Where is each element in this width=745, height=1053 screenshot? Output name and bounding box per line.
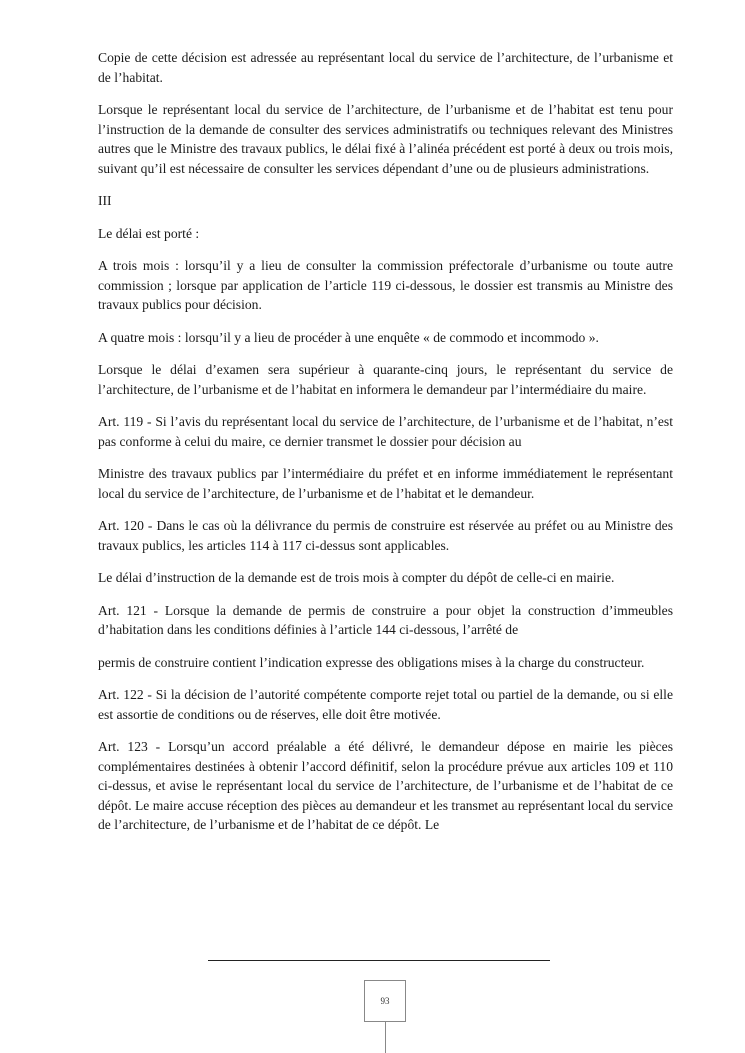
paragraph-delai-examen: Lorsque le délai d’examen sera supérieur à quarante-cinq jours, le représentant du service de l’architecture, de l’urbanisme et de l’habitat en informera le demandeur par l’intermédiaire du maire. <box>98 362 673 397</box>
paragraph-delai-porte: Le délai est porté : <box>98 225 200 241</box>
paragraph-article-121: Art. 121 - Lorsque la demande de permis de construire a pour objet la construction d’immeubles d’habitation dans les conditions définies à l’article 144 ci-dessous, l’arrêté de <box>98 602 673 637</box>
section-number-iii: III <box>98 193 112 208</box>
paragraph-article-123: Art. 123 - Lorsqu’un accord préalable a été délivré, le demandeur dépose en mairie les pièces complémentaires destinées à obtenir l’accord définitif, selon la procédure prévue aux articles 109 et 110 ci-dessus, et avise le représentant local du service de l’architecture, de l’urbanisme et de l’habitat de ce dépôt. Le maire accuse réception des pièces au demandeur et les transmet au représentant local du service de l’architecture, de l’urbanisme et de l’habitat de ce dépôt. Le <box>98 739 673 832</box>
paragraph-article-119: Art. 119 - Si l’avis du représentant local du service de l’architecture, de l’urbanisme et de l’habitat, n’est pas conforme à celui du maire, ce dernier transmet le dossier pour décision au <box>98 414 673 449</box>
page-number: 93 <box>364 980 406 1022</box>
paragraph-article-122: Art. 122 - Si la décision de l’autorité compétente comporte rejet total ou partiel de la demande, ou si elle est assortie de conditions ou de réserves, elle doit être motivée. <box>98 687 673 722</box>
paragraph-delai-instruction: Le délai d’instruction de la demande est de trois mois à compter du dépôt de celle-ci en mairie. <box>98 570 615 585</box>
paragraph-article-121-continued: permis de construire contient l’indication expresse des obligations mises à la charge du constructeur. <box>98 654 645 670</box>
paragraph-article-120: Art. 120 - Dans le cas où la délivrance du permis de construire est réservée au préfet ou au Ministre des travaux publics, les articles 114 à 117 ci-dessus sont applicables. <box>98 518 673 553</box>
paragraph-quatre-mois: A quatre mois : lorsqu’il y a lieu de procéder à une enquête « de commodo et incommodo ». <box>98 329 599 345</box>
paragraph-article-119-continued: Ministre des travaux publics par l’intermédiaire du préfet et en informe immédiatement le représentant local du service de l’architecture, de l’urbanisme et de l’habitat et le demandeur. <box>98 466 673 501</box>
footer-divider <box>208 960 550 961</box>
paragraph-copie-decision: Copie de cette décision est adressée au représentant local du service de l’architecture, de l’urbanisme et de l’habitat. <box>98 50 673 85</box>
paragraph-trois-mois: A trois mois : lorsqu’il y a lieu de consulter la commission préfectorale d’urbanisme ou toute autre commission ; lorsque par application de l’article 119 ci-dessous, le dossier est transmis au Ministre des travaux publics pour décision. <box>98 258 673 312</box>
document-body <box>98 48 673 848</box>
page-number-connector-line <box>385 1022 386 1053</box>
paragraph-consultation-services: Lorsque le représentant local du service de l’architecture, de l’urbanisme et de l’habitat est tenu pour l’instruction de la demande de consulter des services administratifs ou techniques relevant des Ministres autres que le Ministre des travaux publics, le délai fixé à l’alinéa précédent est porté à deux ou trois mois, suivant qu’il est nécessaire de consulter les services dépendant d’une ou de plusieurs administrations. <box>98 102 673 176</box>
